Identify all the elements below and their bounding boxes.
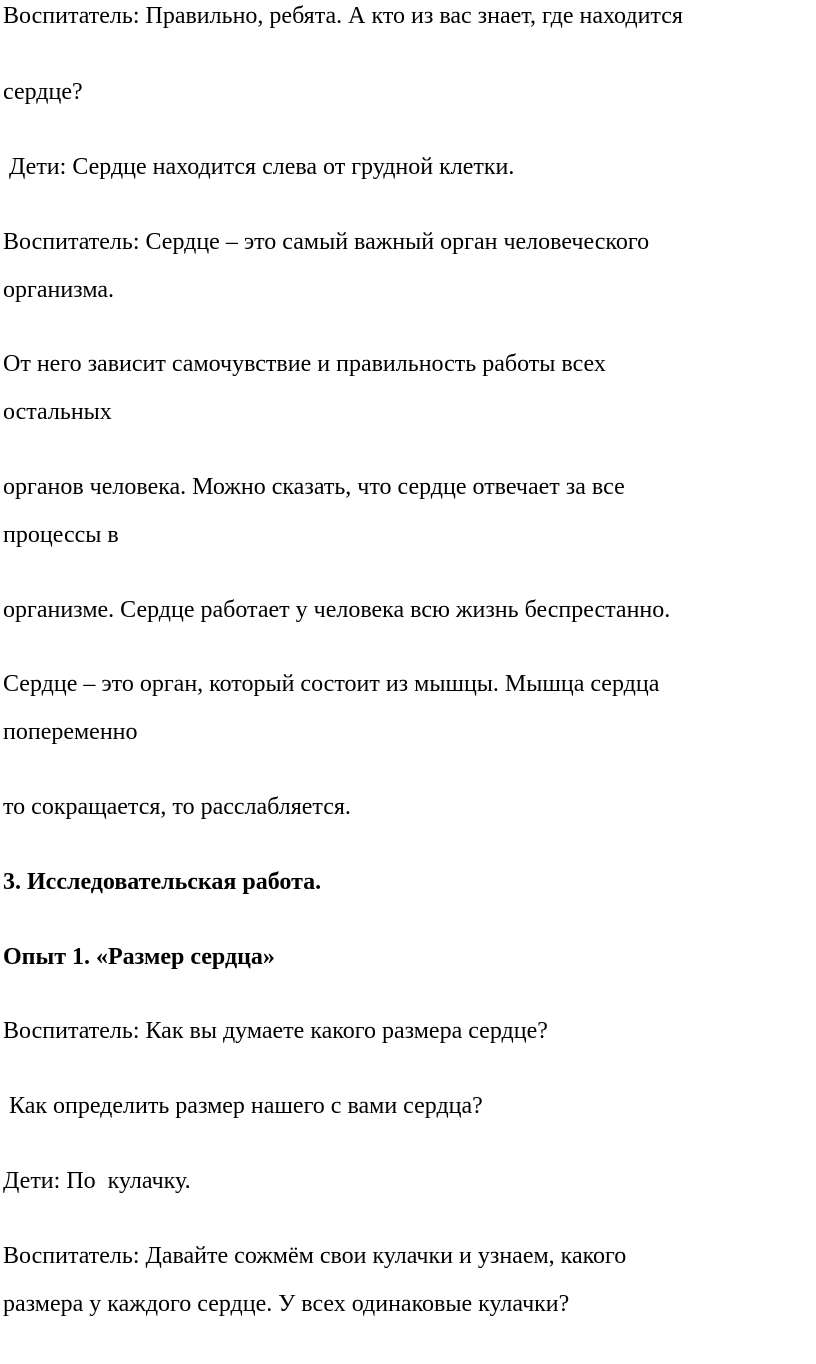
- experiment-heading: Опыт 1. «Размер сердца»: [3, 944, 275, 970]
- text-line: органов человека. Можно сказать, что сердце отвечает за все: [3, 474, 625, 500]
- text-line: организме. Сердце работает у человека всю жизнь беспрестанно.: [3, 597, 671, 623]
- text-line: Как определить размер нашего с вами сердца?: [3, 1093, 483, 1119]
- text-line: Дети: По кулачку.: [3, 1168, 191, 1194]
- text-line: От него зависит самочувствие и правильность работы всех: [3, 351, 606, 377]
- text-line: Воспитатель: Давайте сожмём свои кулачки и узнаем, какого: [3, 1243, 627, 1269]
- text-line: Воспитатель: Сердце – это самый важный орган человеческого: [3, 229, 650, 255]
- text-line: Сердце – это орган, который состоит из мышцы. Мышца сердца: [3, 671, 660, 697]
- text-line: то сокращается, то расслабляется.: [3, 794, 351, 820]
- text-line: остальных: [3, 399, 112, 425]
- text-line: процессы в: [3, 522, 119, 548]
- text-line: сердце?: [3, 79, 83, 105]
- text-line: Воспитатель: Как вы думаете какого размера сердце?: [3, 1018, 548, 1044]
- text-line: организма.: [3, 277, 114, 303]
- section-heading: 3. Исследовательская работа.: [3, 869, 322, 895]
- text-line: Дети: Сердце находится слева от грудной клетки.: [3, 154, 515, 180]
- text-line: попеременно: [3, 719, 138, 745]
- text-line: Воспитатель: Правильно, ребята. А кто из вас знает, где находится: [3, 3, 683, 29]
- text-line: размера у каждого сердце. У всех одинаковые кулачки?: [3, 1291, 570, 1317]
